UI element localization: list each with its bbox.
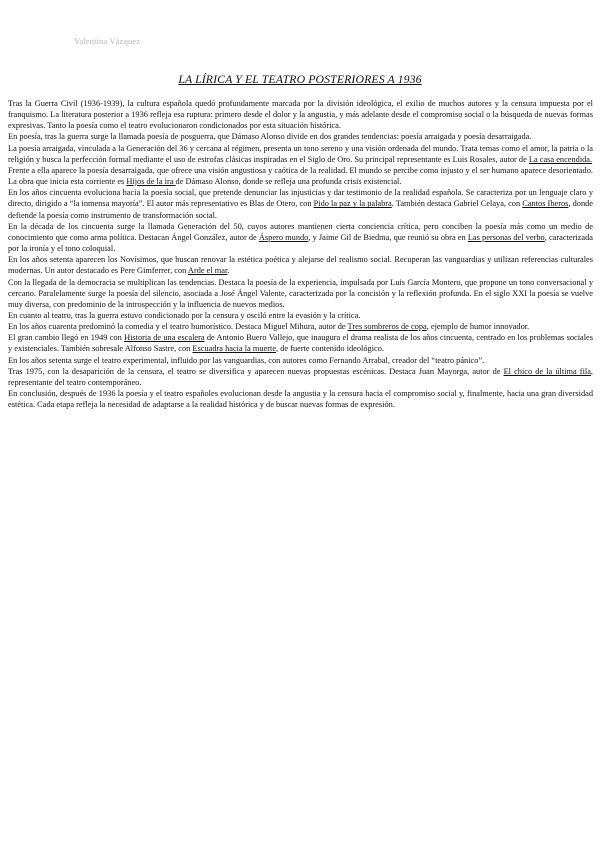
document-body <box>8 98 593 410</box>
paragraph-text: , y Jaime Gil de Biedma, que reunió su obra en <box>308 232 468 242</box>
paragraph <box>8 165 593 187</box>
paragraph-text: En los años cincuenta evoluciona hacia la poesía social, que pretende denunciar las injusticias y dar testimonio de la realidad española. Se caracteriza por un lenguaje claro y directo, dirigido a “la inmensa mayoría”. El autor más representativo es Blas de Otero, con <box>8 188 593 209</box>
work-title: Arde el mar <box>187 266 228 276</box>
paragraph-text: La poesía arraigada, vinculada a la Generación del 36 y cercana al régimen, presenta un tono sereno y una visión ordenada del mundo. Trata temas como el amor, la patria o la religión y busca la perfección formal mediante el uso de estrofas clásicas inspiradas en el Siglo de Oro. Su principal representante es Luis Rosales, autor de <box>8 143 593 164</box>
paragraph-text: . <box>227 266 230 276</box>
paragraph-text: Tras 1975, con la desaparición de la censura, el teatro se diversifica y aparecen nuevas propuestas escénicas. Destaca Juan Mayorga, autor de <box>8 366 504 376</box>
paragraph-text: En cuanto al teatro, tras la guerra estuvo condicionado por la censura y osciló entre la evasión y la crítica. <box>8 310 361 320</box>
paragraph-text: de Dámaso Alonso, donde se refleja una profunda crisis existencial. <box>175 177 402 187</box>
work-title: Las personas del verbo <box>467 232 545 242</box>
paragraph <box>8 131 593 142</box>
work-title: Cantos Iberos <box>522 199 569 209</box>
paragraph-text: de Antonio Buero Vallejo, que inaugura el drama realista de los años cincuenta, centrado en los problemas sociales y existenciales. También sobresale Alfonso Sastre, con <box>8 333 594 354</box>
paragraph-text: En poesía, tras la guerra surge la llamada poesía de posguerra, que Dámaso Alonso divide en dos grandes tendencias: poesía arraigada y poesía desarraigada. <box>8 132 532 142</box>
paragraph-text: En la década de los cincuenta surge la llamada Generación del 50, cuyos autores mantienen cierta conciencia crítica, pero conciben la poesía más como un medio de conocimiento que como arma política. Destacan Ángel González, autor de <box>8 221 593 242</box>
paragraph <box>8 221 593 254</box>
paragraph-text: , caracterizada por la ironía y el tono coloquial. <box>8 232 593 254</box>
work-title: Escuadra hacia la muerte <box>192 344 277 354</box>
paragraph-text: En los años setenta aparecen los Novísimos, que buscan renovar la estética poética y alejarse del realismo social. Recuperan las vanguardias y utilizan referencias culturales modernas. Un autor destacado es Pere Gimferrer, con <box>8 255 593 276</box>
paragraph <box>8 187 593 220</box>
paragraph-text: En los años cuarenta predominó la comedia y el teatro humorístico. Destaca Miguel Mihura, autor de <box>8 322 348 332</box>
paragraph-text: , ejemplo de humor innovador. <box>426 322 530 332</box>
paragraph <box>8 143 593 165</box>
paragraph-text: En los años setenta surge el teatro experimental, influido por las vanguardias, con autores como Fernando Arrabal, creador del “teatro pánico”. <box>8 355 485 365</box>
paragraph-text: . También destaca Gabriel Celaya, con <box>391 199 523 209</box>
paragraph-text: , representante del teatro contemporáneo. <box>8 366 594 387</box>
paragraph <box>8 388 593 410</box>
work-title: La casa encendida. <box>528 154 593 164</box>
paragraph <box>8 277 593 310</box>
paragraph-text: En conclusión, después de 1936 la poesía y el teatro españoles evolucionan desde la angustia y la censura hacia el compromiso social y, finalmente, hacia una gran diversidad estética. Cada etapa refleja la necesidad de adaptarse a la realidad histórica y de buscar nuevas formas de expresión. <box>8 389 593 410</box>
paragraph-text: Tras la Guerra Civil (1936-1939), la cultura española quedó profundamente marcada por la división ideológica, el exilio de muchos autores y la censura impuesta por el franquismo. La literatura posterior a 1936 refleja esa ruptura: primero desde el dolor y la angustia, y más adelante desde el compromiso social o la búsqueda de nuevas formas expresivas. Tanto la poesía como el teatro evolucionaron condicionados por esta situación histórica. <box>8 99 593 131</box>
paragraph <box>8 321 593 332</box>
work-title: Hijos de la ira <box>126 177 176 187</box>
work-title: El chico de la última fila <box>503 366 591 376</box>
paragraph <box>8 310 593 321</box>
work-title: Áspero mundo <box>258 232 309 242</box>
paragraph-text: El gran cambio llegó en 1949 con <box>8 333 125 343</box>
paragraph-text: Con la llegada de la democracia se multiplican las tendencias. Destaca la poesía de la experiencia, impulsada por Luis García Montero, que propone un tono conversacional y cercano. Paralelamente surge la poesía del silencio, asociada a José Ángel Valente, caracterizada por la concisión y la reflexión profunda. En el siglo XXI la poesía se vuelve muy diversa, con predominio de la introspección y la influencia de nuevos medios. <box>8 277 593 309</box>
paragraph-text: Frente a ella aparece la poesía desarraigada, que ofrece una visión angustiosa y caótica de la realidad. El mundo se percibe como injusto y el ser humano aparece desorientado. La obra que inicia esta corriente es <box>8 165 593 187</box>
document-title: LA LÍRICA Y EL TEATRO POSTERIORES A 1936 <box>178 72 422 86</box>
work-title: Tres sombreros de copa <box>347 322 427 332</box>
author-name: Valentina Vázquez <box>74 36 141 46</box>
paragraph-text: , de fuerte contenido ideológico. <box>276 344 384 354</box>
work-title: Pido la paz y la palabra <box>313 199 392 209</box>
paragraph-text: , donde defiende la poesía como instrumento de transformación social. <box>8 199 593 220</box>
paragraph <box>8 366 593 388</box>
paragraph <box>8 254 593 276</box>
paragraph <box>8 332 593 354</box>
work-title: Historia de una escalera <box>124 333 205 343</box>
paragraph <box>8 355 593 366</box>
paragraph <box>8 98 593 131</box>
